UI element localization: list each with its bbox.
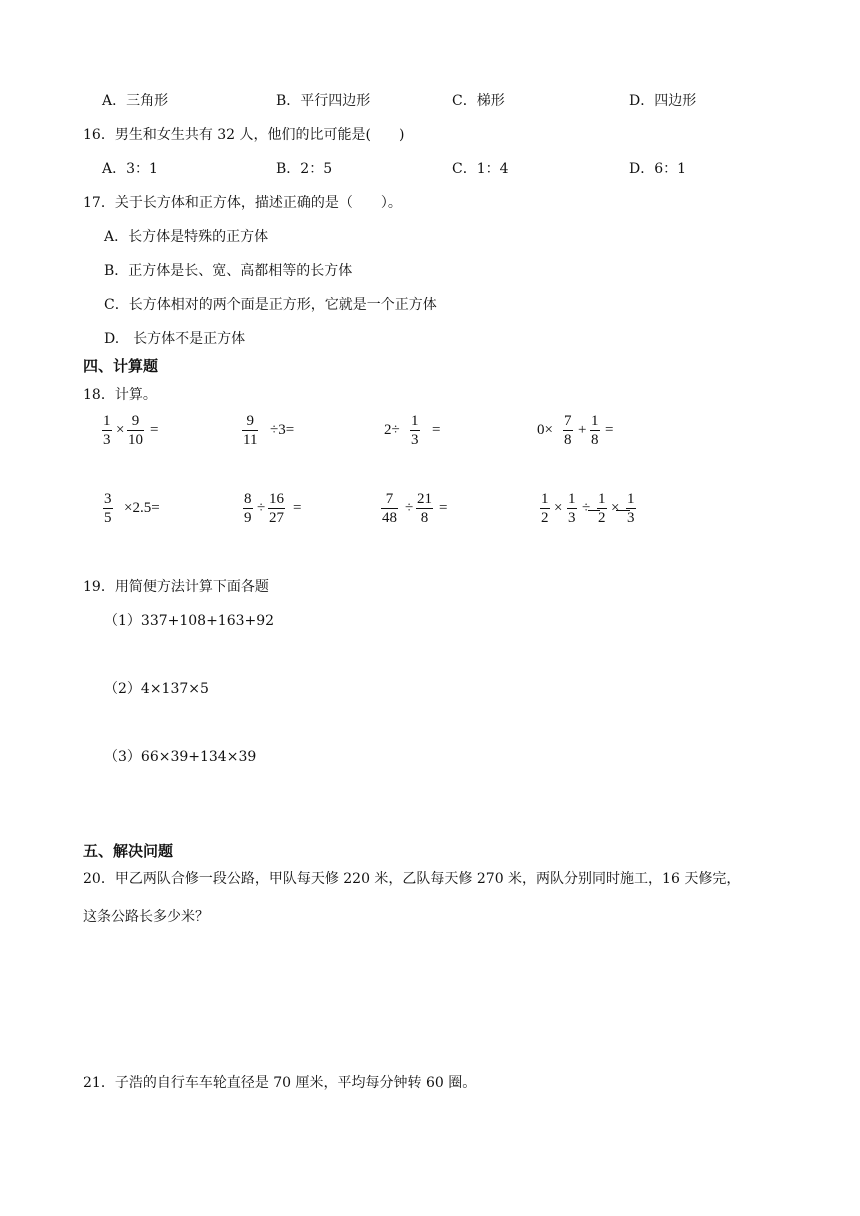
fraction <box>416 490 433 527</box>
numerator: 16 <box>269 491 284 507</box>
numerator: 9 <box>131 413 140 429</box>
denominator: 48 <box>382 510 397 526</box>
denominator: 8 <box>420 510 429 526</box>
equals-sign: = <box>150 422 159 438</box>
q17-option-a: A．长方体是特殊的正方体 <box>104 229 269 245</box>
expression-tail: ÷3= <box>270 422 295 438</box>
operator: × <box>611 500 620 516</box>
q16-stem: 16．男生和女生共有 32 人，他们的比可能是( ) <box>83 127 405 143</box>
q18-stem: 18．计算。 <box>83 387 157 403</box>
denominator: 3 <box>411 432 419 448</box>
fraction <box>563 412 573 449</box>
q19-stem: 19．用简便方法计算下面各题 <box>83 579 269 595</box>
denominator: 10 <box>128 432 143 448</box>
section-five-title: 五、解决问题 <box>83 842 174 860</box>
equals-sign: = <box>439 500 448 516</box>
operator: ÷ <box>257 500 266 516</box>
q16-option-d: D．6：1 <box>629 161 687 177</box>
numerator: 9 <box>246 413 254 429</box>
q16-option-b: B．2：5 <box>276 161 333 177</box>
equals-sign: = <box>432 422 441 438</box>
fraction <box>102 412 112 449</box>
q17-option-b: B．正方体是长、宽、高都相等的长方体 <box>104 263 353 279</box>
q16-option-a: A．3：1 <box>102 161 158 177</box>
q20-line-2: 这条公路长多少米？ <box>83 909 209 925</box>
section-four-title: 四、计算题 <box>83 357 159 375</box>
operator: ÷ <box>582 500 591 516</box>
overlap-line <box>616 510 630 511</box>
q15-option-d: D．四边形 <box>629 93 697 109</box>
denominator: 2 <box>541 510 549 526</box>
q17-stem: 17．关于长方体和正方体，描述正确的是（ ）。 <box>83 195 402 211</box>
equals-sign: = <box>605 422 614 438</box>
q19-item-1: （1）337+108+163+92 <box>104 613 275 629</box>
denominator: 3 <box>568 510 576 526</box>
fraction <box>590 412 600 449</box>
numerator: 1 <box>411 413 419 429</box>
expression-head: 0× <box>537 422 553 438</box>
numerator: 1 <box>541 491 549 507</box>
q19-item-3: （3）66×39+134×39 <box>104 749 257 765</box>
numerator: 1 <box>103 413 111 429</box>
q15-option-c: C．梯形 <box>452 93 505 109</box>
fraction <box>127 412 144 449</box>
q15-option-b: B．平行四边形 <box>276 93 371 109</box>
fraction <box>243 490 253 527</box>
q19-item-2: （2）4×137×5 <box>104 681 209 697</box>
numerator: 7 <box>564 413 572 429</box>
operator: × <box>554 500 563 516</box>
fraction <box>626 490 636 527</box>
q16-option-c: C．1：4 <box>452 161 509 177</box>
numerator: 1 <box>568 491 576 507</box>
fraction <box>381 490 398 527</box>
denominator: 27 <box>269 510 284 526</box>
denominator: 5 <box>104 510 112 526</box>
numerator: 3 <box>104 491 112 507</box>
q15-option-a: A．三角形 <box>102 93 169 109</box>
denominator: 11 <box>243 432 258 448</box>
operator: × <box>116 422 125 438</box>
numerator: 1 <box>598 491 606 507</box>
expression-head: 2÷ <box>384 422 400 438</box>
numerator: 21 <box>417 491 432 507</box>
equals-sign: = <box>293 500 302 516</box>
denominator: 9 <box>244 510 252 526</box>
numerator: 8 <box>244 491 252 507</box>
fraction <box>242 412 258 449</box>
denominator: 3 <box>103 432 111 448</box>
q20-line-1: 20．甲乙两队合修一段公路，甲队每天修 220 米，乙队每天修 270 米，两队分别同时施工，16 天修完， <box>83 871 741 887</box>
q17-option-c: C．长方体相对的两个面是正方形，它就是一个正方体 <box>104 297 437 313</box>
denominator: 3 <box>627 510 635 526</box>
operator: ÷ <box>405 500 414 516</box>
expression-tail: ×2.5= <box>124 500 160 516</box>
overlap-line <box>588 510 600 511</box>
numerator: 7 <box>385 491 394 507</box>
denominator: 8 <box>564 432 572 448</box>
numerator: 1 <box>591 413 599 429</box>
denominator: 2 <box>598 510 606 526</box>
numerator: 1 <box>627 491 635 507</box>
fraction <box>103 490 113 527</box>
q21-stem: 21．子浩的自行车车轮直径是 70 厘米，平均每分钟转 60 圈。 <box>83 1075 477 1091</box>
denominator: 8 <box>591 432 599 448</box>
fraction <box>540 490 550 527</box>
fraction <box>597 490 607 527</box>
fraction <box>268 490 285 527</box>
operator: + <box>578 422 587 438</box>
fraction <box>410 412 420 449</box>
fraction <box>567 490 577 527</box>
q17-option-d: D. 长方体不是正方体 <box>104 331 246 347</box>
